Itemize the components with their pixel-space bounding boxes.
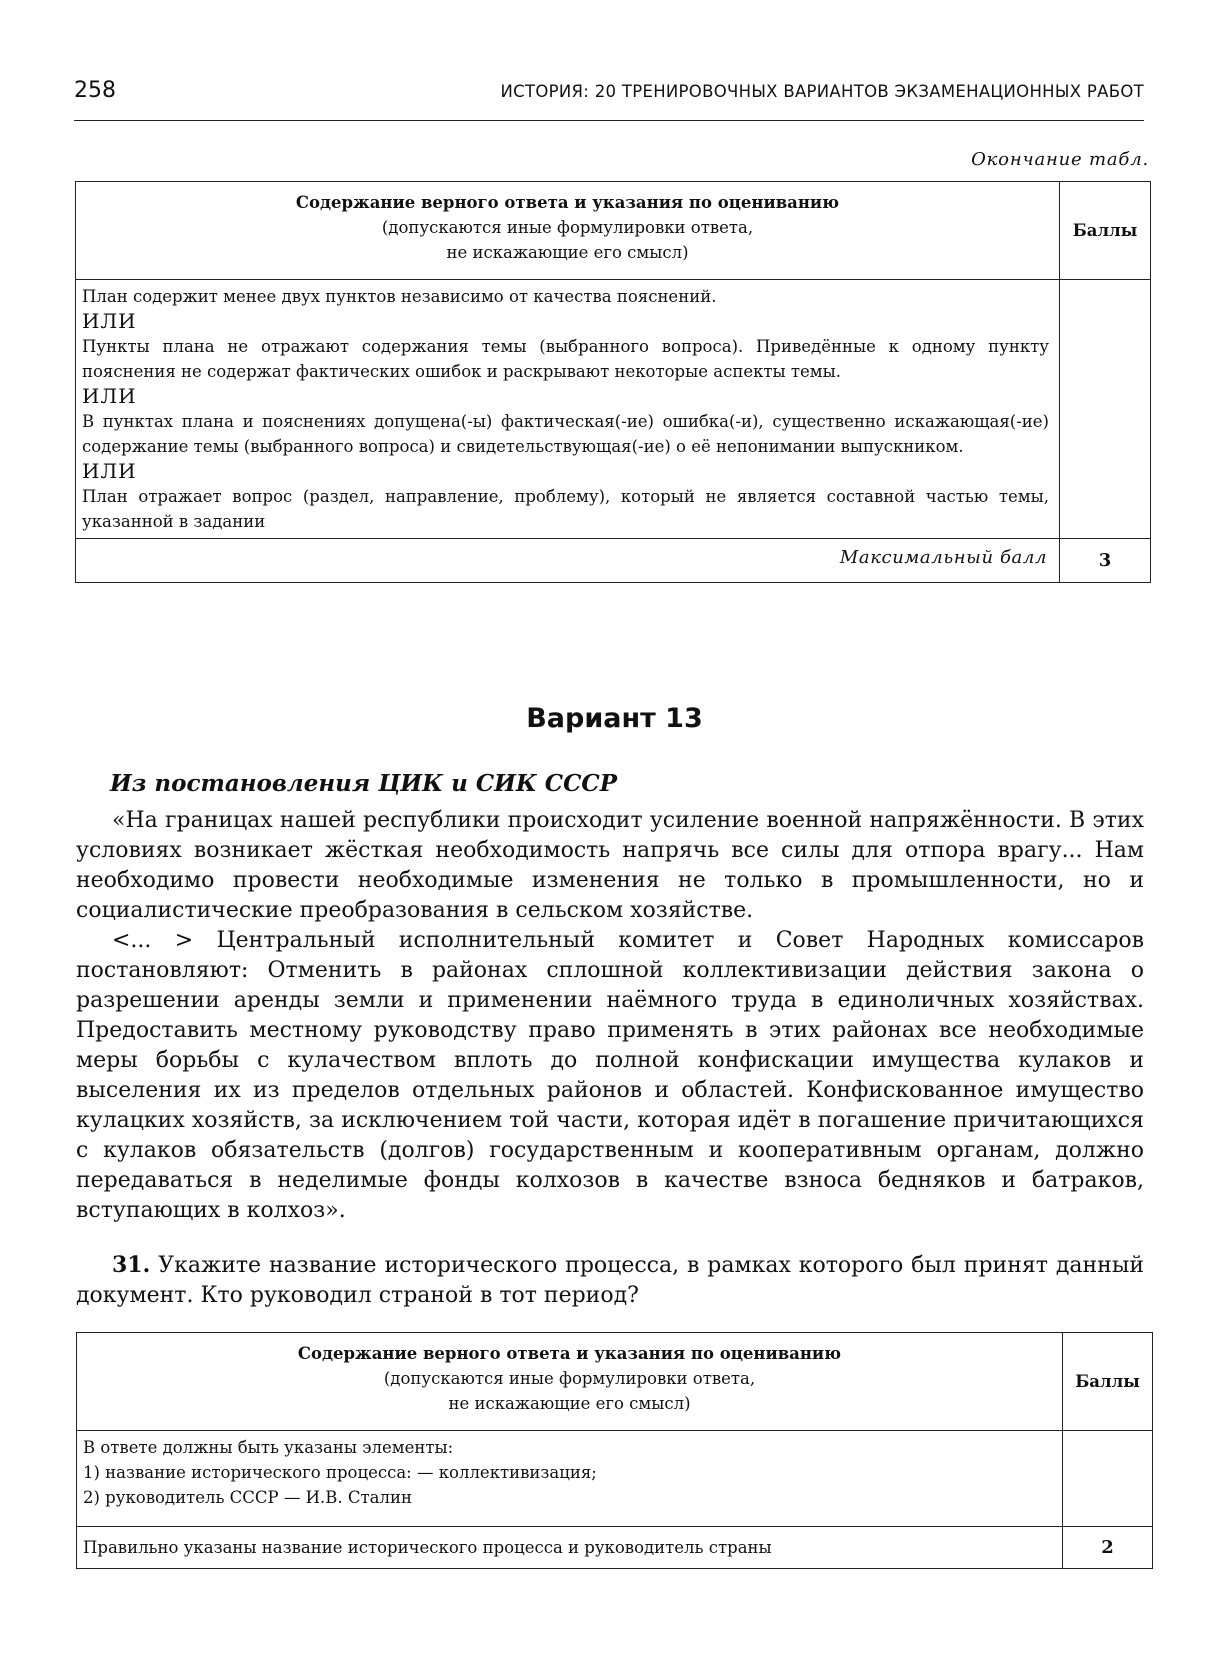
table1-line: План отражает вопрос (раздел, направление, проблему), который не является составной частью темы, указанной в задании bbox=[82, 487, 1049, 531]
table1-line: Пункты плана не отражают содержания темы (выбранного вопроса). Приведённые к одному пункту пояснения не содержат фактических ошибок и раскрывают некоторые аспекты темы. bbox=[82, 337, 1049, 381]
source-text bbox=[76, 806, 1144, 1226]
source-title: Из постановления ЦИК и СИК СССР bbox=[110, 770, 617, 797]
table1-or: ИЛИ bbox=[82, 384, 137, 408]
table2-criterion: Правильно указаны название исторического процесса и руководитель страны bbox=[77, 1527, 1063, 1569]
table2-answer-cell bbox=[77, 1431, 1063, 1527]
table1-header-score: Баллы bbox=[1060, 182, 1151, 280]
table2-head-line2: (допускаются иные формулировки ответа, bbox=[383, 1369, 756, 1388]
page-number: 258 bbox=[74, 78, 116, 103]
table1-max-score: 3 bbox=[1060, 539, 1151, 583]
table2-answer-line: В ответе должны быть указаны элементы: bbox=[83, 1438, 454, 1457]
table-end-note: Окончание табл. bbox=[971, 149, 1149, 170]
source-paragraph-2: <... > Центральный исполнительный комитет и Совет Народных комиссаров постановляют: Отменить в районах сплошной коллективизации действия закона о разрешении аренды земли и применении наёмного труда в единоличных хозяйствах. Предоставить местному руководству право применять в этих районах все необходимые меры борьбы с кулачеством вплоть до полной конфискации имущества кулаков и выселения их из пределов отдельных районов и областей. Конфискованное имущество кулацких хозяйств, за исключением той части, которая идёт в погашение причитающихся с кулаков обязательств (долгов) государственным и кооперативным органам, должно передаваться в неделимые фонды колхозов в качестве взноса бедняков и батраков, вступающих в колхоз». bbox=[76, 928, 1144, 1223]
table1-or: ИЛИ bbox=[82, 459, 137, 483]
table2-answer-line: 2) руководитель СССР — И.В. Сталин bbox=[83, 1488, 412, 1507]
table1-head-line3: не искажающие его смысл) bbox=[446, 243, 689, 262]
table2-empty-score bbox=[1063, 1431, 1153, 1527]
table2-header-score: Баллы bbox=[1063, 1333, 1153, 1431]
table1-criteria-cell bbox=[76, 280, 1060, 539]
table2-head-line1: Содержание верного ответа и указания по оцениванию bbox=[297, 1344, 842, 1363]
table1-line: План содержит менее двух пунктов независимо от качества пояснений. bbox=[82, 287, 717, 306]
table1-head-line1: Содержание верного ответа и указания по оцениванию bbox=[295, 193, 840, 212]
table1-line: В пунктах плана и пояснениях допущена(-ы) фактическая(-ие) ошибка(-и), существенно искажающая(-ие) содержание темы (выбранного вопроса) и свидетельствующая(-ие) о её непонимании выпускником. bbox=[82, 412, 1049, 456]
table1-head-line2: (допускаются иные формулировки ответа, bbox=[381, 218, 754, 237]
table2-criterion-score: 2 bbox=[1063, 1527, 1153, 1569]
running-title: ИСТОРИЯ: 20 ТРЕНИРОВОЧНЫХ ВАРИАНТОВ ЭКЗАМЕНАЦИОННЫХ РАБОТ bbox=[500, 82, 1144, 101]
variant-title: Вариант 13 bbox=[526, 703, 703, 734]
table1-header-content bbox=[76, 182, 1060, 280]
source-paragraph-1: «На границах нашей республики происходит усиление военной напряжённости. В этих условиях возникает жёсткая необходимость напрячь все силы для отпора врагу... Нам необходимо провести необходимые изменения не только в промышленности, но и социалистические преобразования в сельском хозяйстве. bbox=[76, 808, 1144, 923]
grading-table-1 bbox=[75, 181, 1151, 583]
question-text: Укажите название исторического процесса, в рамках которого был принят данный документ. Кто руководил страной в тот период? bbox=[76, 1253, 1144, 1308]
page-header bbox=[74, 78, 1144, 121]
table2-answer-line: 1) название исторического процесса: — коллективизация; bbox=[83, 1463, 597, 1482]
table2-head-line3: не искажающие его смысл) bbox=[448, 1394, 691, 1413]
table1-or: ИЛИ bbox=[82, 309, 137, 333]
table2-header-content bbox=[77, 1333, 1063, 1431]
table1-max-label: Максимальный балл bbox=[76, 539, 1060, 583]
question-number: 31. bbox=[112, 1252, 151, 1278]
table1-empty-score bbox=[1060, 280, 1151, 539]
grading-table-2 bbox=[76, 1332, 1153, 1569]
question-31 bbox=[76, 1250, 1144, 1311]
